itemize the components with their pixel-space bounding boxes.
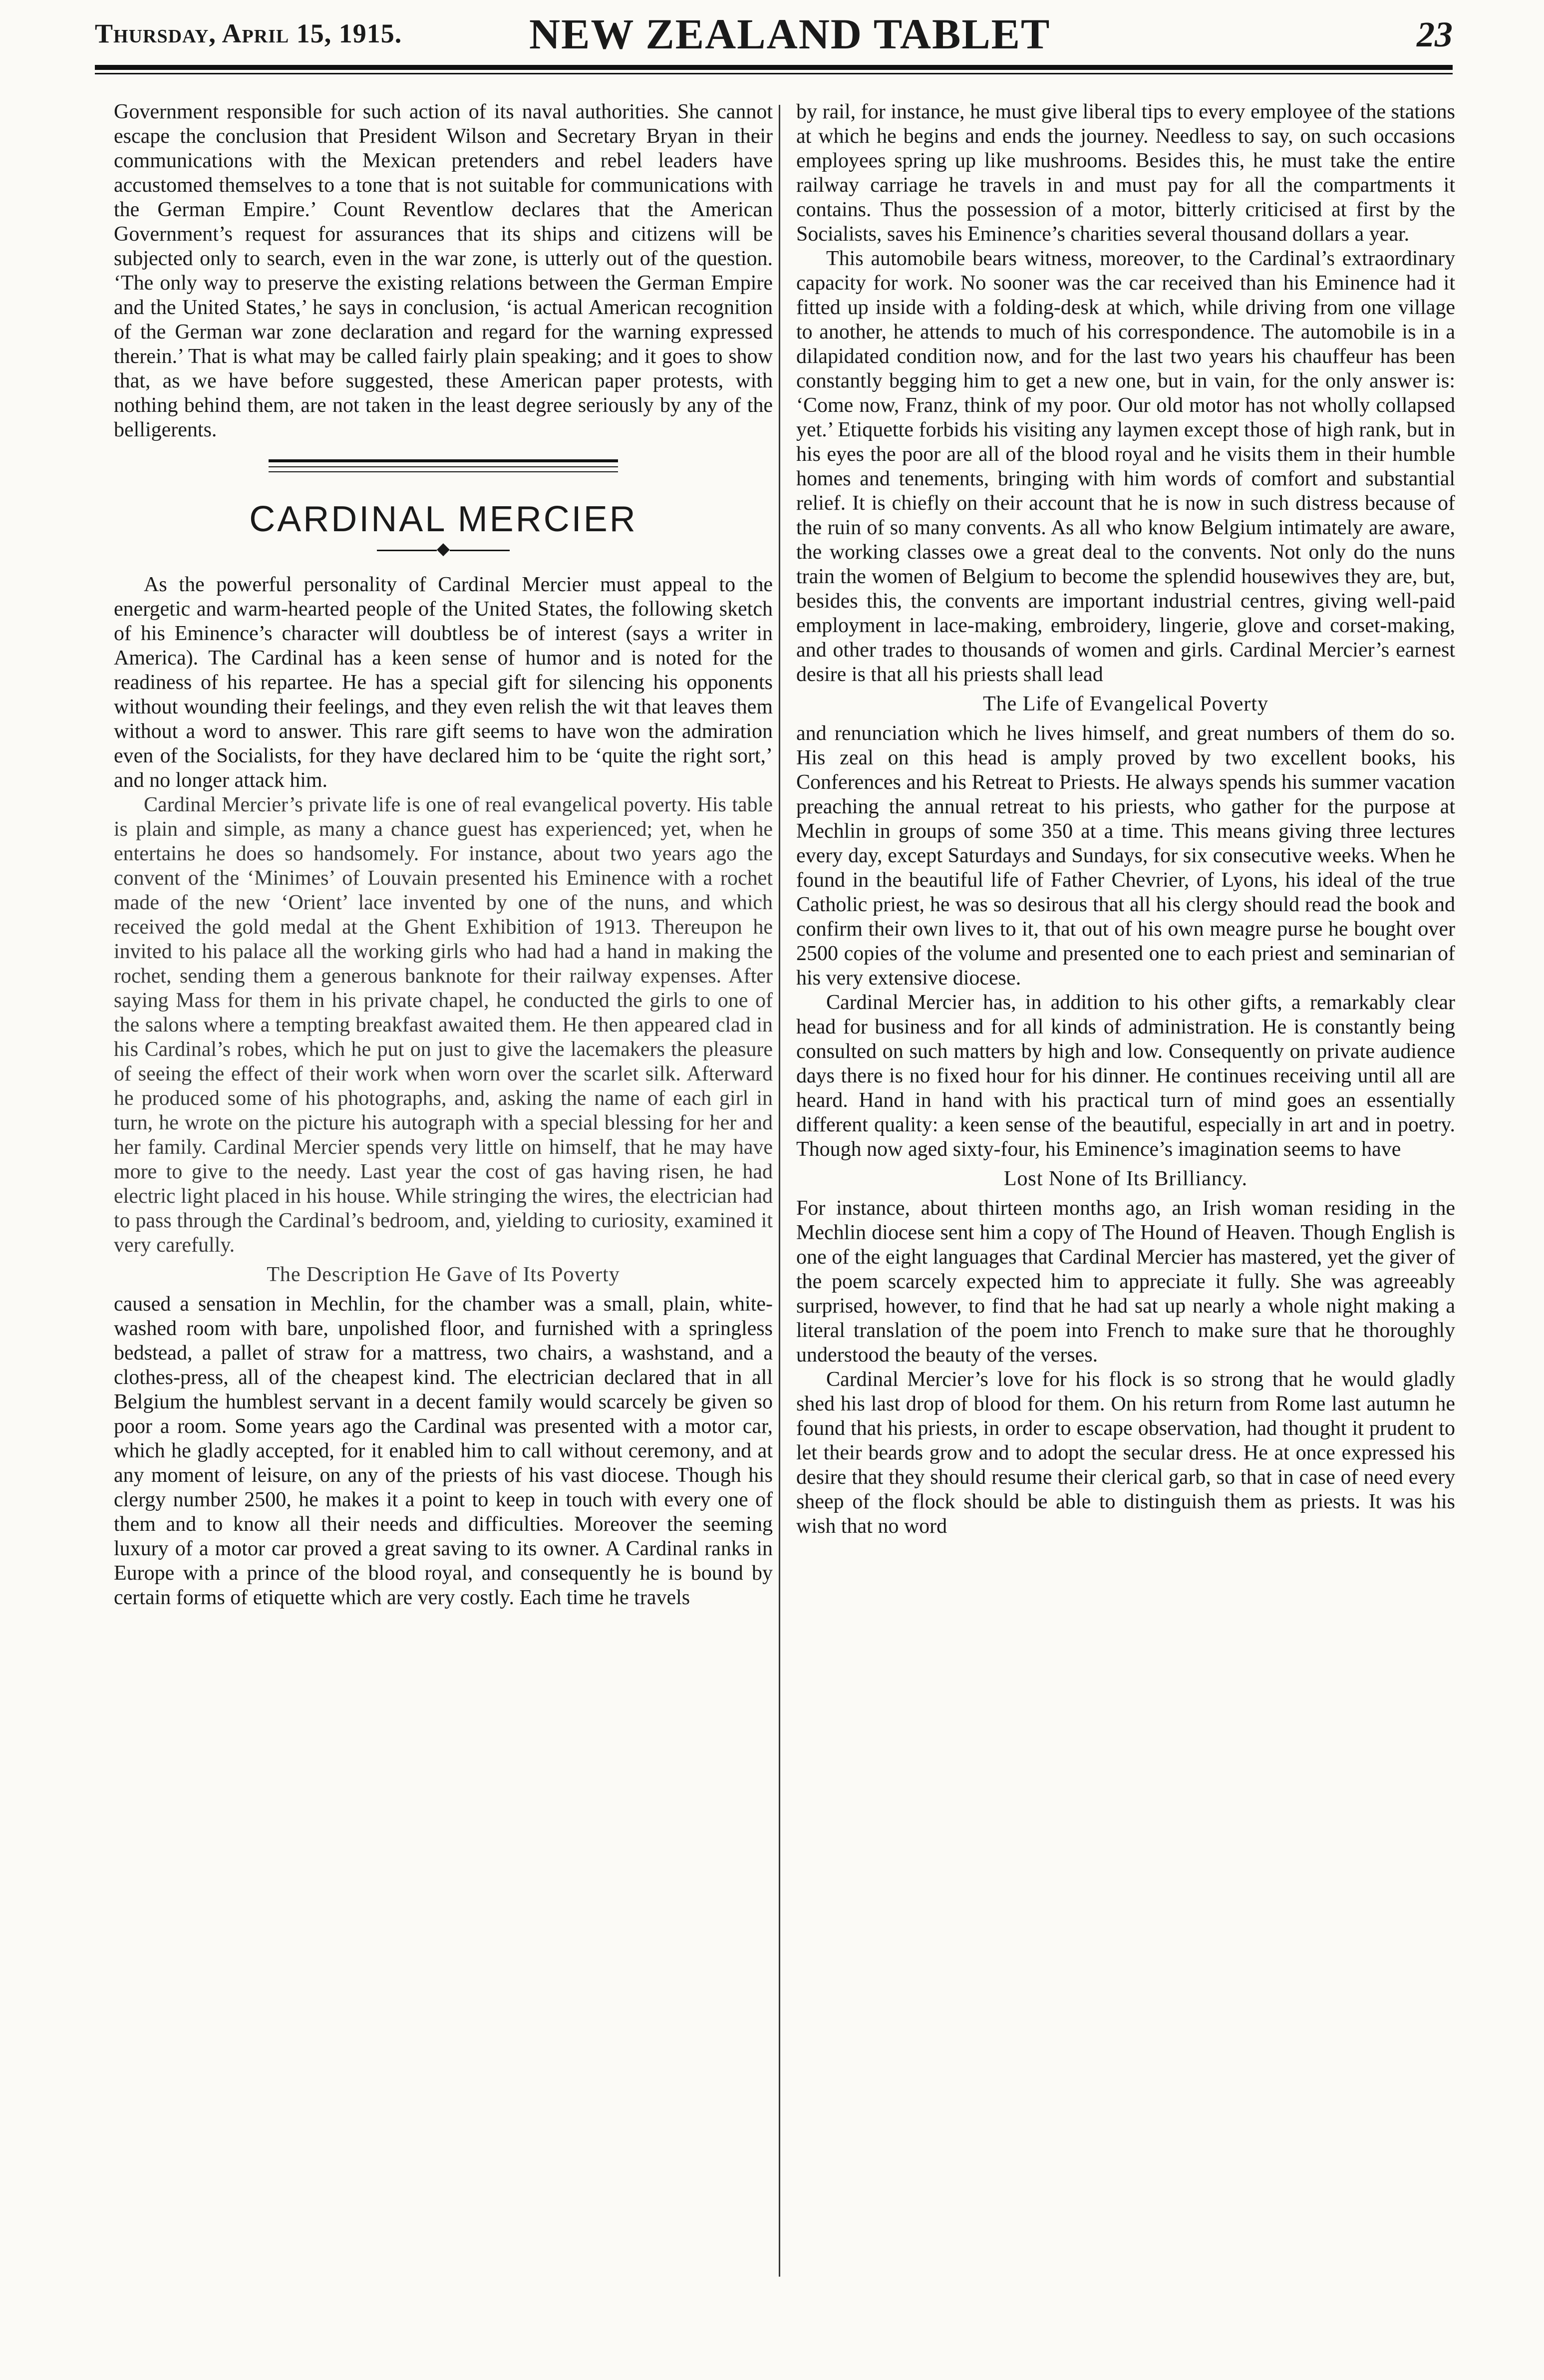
header-rule-thin [95,73,1453,74]
right-column [796,100,1455,1539]
paragraph: and renunciation which he lives himself, and great numbers of them do so. His zeal on this head is amply proved by two excellent books, his Conferences and his Retreat to Priests. He always spends his summer vacation preaching the annual retreat to his priests, who gather for the purpose at Mechlin in groups of some 350 at a time. This means giving three lectures every day, except Saturdays and Sundays, for six consecutive weeks. When he found in the beautiful life of Father Chevrier, of Lyons, his ideal of the true Catholic priest, he was so desirous that all his clergy should read the book and confirm their own lives to it, that out of his own meagre purse he bought over 2500 copies of the volume and presented one to each priest and seminarian of his very extensive diocese. [796,722,1455,990]
header-rule [95,65,1453,70]
paragraph: This automobile bears witness, moreover, to the Cardinal’s extraordinary capacity for work. No sooner was the car received than his Eminence had it fitted up inside with a folding-desk at which, while driving from one village to another, he attends to much of his correspondence. The automobile is in a dilapidated condition now, and for the last two years his chauffeur has been constantly begging him to get a new one, but in vain, for the only answer is: ‘Come now, Franz, think of my poor. Our old motor has not wholly collapsed yet.’ Etiquette forbids his visiting any laymen except those of high rank, but in his eyes the poor are all of the blood royal and he visits them in their humble homes and tenements, bringing with him words of comfort and substantial relief. It is chiefly on their account that he is now in such distress because of the ruin of so many convents. As all who know Belgium intimately are aware, the working classes owe a great deal to the convents. Not only do the nuns train the women of Belgium to become the splendid housewives they are, but, besides this, the convents are important industrial centres, giving well-paid employment in lace-making, embroidery, lingerie, glove and corset-making, and other trades to thousands of women and girls. Cardinal Mercier’s earnest desire is that all his priests shall lead [796,247,1455,686]
paragraph: Government responsible for such action of its naval authorities. She cannot escape the conclusion that President Wilson and Secretary Bryan in their communications with the Mexican pretenders and rebel leaders have accustomed themselves to a tone that is not suitable for communications with the German Empire.’ Count Reventlow declares that the American Government’s request for assurances that its ships and citizens will be subjected only to search, even in the war zone, is utterly out of the question. ‘The only way to preserve the existing relations between the German Empire and the United States,’ he says in conclusion, ‘is actual American recognition of the German war zone declaration and regard for the warning expressed therein.’ That is what may be called fairly plain speaking; and it goes to show that, as we have before suggested, these American paper protests, with nothing behind them, are not taken in the least degree seriously by any of the belligerents. [114,100,773,441]
subheading: The Description He Gave of Its Poverty [267,1263,620,1286]
article-title: CARDINAL MERCIER [249,499,637,539]
masthead [95,7,1453,67]
paragraph: Cardinal Mercier’s private life is one of real evangelical poverty. His table is plain and simple, as many a chance guest has experienced; yet, when he entertains he does so handsomely. For instance, about two years ago the convent of the ‘Minimes’ of Louvain presented his Eminence with a rochet made of the new ‘Orient’ lace invented by one of the nuns, and which received the gold medal at the Ghent Exhibition of 1913. Thereupon he invited to his palace all the working girls who had had a hand in making the rochet, sending them a generous banknote for their railway expenses. After saying Mass for them in his private chapel, he conducted the girls to one of the salons where a tempting breakfast awaited them. He then appeared clad in his Cardinal’s robes, which he put on just to give the lacemakers the pleasure of seeing the effect of their work when worn over the scarlet silk. Afterward he produced some of his photographs, and, asking the name of each girl in turn, he wrote on the picture his autograph with a special blessing for her and her family. Cardinal Mercier spends very little on himself, that he may have more to give to the needy. Last year the cost of gas having risen, he had electric light placed in his house. While stringing the wires, the electrician had to pass through the Cardinal’s bedroom, and, yielding to curiosity, examined it very carefully. [114,793,773,1257]
subheading: The Life of Evangelical Poverty [982,692,1269,715]
section-separator [269,459,618,472]
paragraph: For instance, about thirteen months ago, an Irish woman residing in the Mechlin diocese sent him a copy of The Hound of Heaven. Though English is one of the eight languages that Cardinal Mercier has mastered, yet the giver of the poem scarcely expected him to appreciate it fully. She was agreeably surprised, however, to find that he had sat up nearly a whole night making a literal translation of the poem into French to make sure that he thoroughly understood the beauty of the verses. [796,1197,1455,1366]
paragraph: caused a sensation in Mechlin, for the chamber was a small, plain, white-washed room with bare, unpolished floor, and furnished with a springless bedstead, a pallet of straw for a mattress, two chairs, a washstand, and a clothes-press, all of the cheapest kind. The electrician declared that in all Belgium the humblest servant in a decent family would scarcely be given so poor a room. Some years ago the Cardinal was presented with a motor car, which he gladly accepted, for it enabled him to call without ceremony, and at any moment of leisure, on any of the priests of his vast diocese. Though his clergy number 2500, he makes it a point to keep in touch with every one of them and to know all their needs and difficulties. Moreover the seeming luxury of a motor car proved a great saving to its owner. A Cardinal ranks in Europe with a prince of the blood royal, and consequently he is bound by certain forms of etiquette which are very costly. Each time he travels [114,1293,773,1609]
page-number: 23 [1417,14,1453,54]
subheading: Lost None of Its Brilliancy. [1003,1167,1248,1190]
paragraph: As the powerful personality of Cardinal Mercier must appeal to the energetic and warm-hearted people of the United States, the following sketch of his Eminence’s character will doubtless be of interest (says a writer in America). The Cardinal has a keen sense of humor and is noted for the readiness of his repartee. He has a special gift for silencing his opponents without wounding their feelings, and they even relish the wit that leaves them without a word to answer. This rare gift seems to have won the admiration even of the Socialists, for they have declared him to be ‘quite the right sort,’ and no longer attack him. [114,573,773,792]
paragraph: Cardinal Mercier’s love for his flock is so strong that he would gladly shed his last drop of blood for them. On his return from Rome last autumn he found that his priests, in order to escape observation, had thought it prudent to let their beards grow and to adopt the secular dress. He at once expressed his desire that they should resume their clerical garb, so that in case of need every sheep of the flock should be able to distinguish them as priests. It was his wish that no word [796,1368,1455,1538]
publication-title: NEW ZEALAND TABLET [529,10,1051,58]
issue-date: Thursday, April 15, 1915. [95,18,402,48]
paragraph: by rail, for instance, he must give liberal tips to every employee of the stations at which he begins and ends the journey. Needless to say, on such occasions employees spring up like mushrooms. Besides this, he must take the entire railway carriage he travels in and must pay for all the compartments it contains. Thus the possession of a motor, bitterly criticised at first by the Socialists, saves his Eminence’s charities several thousand dollars a year. [796,100,1455,246]
title-ornament: ◆ [114,541,773,558]
column-divider [779,105,780,2277]
paragraph: Cardinal Mercier has, in addition to his other gifts, a remarkably clear head for business and for all kinds of administration. He is constantly being consulted on such matters by high and low. Consequently on private audience days there is no fixed hour for his dinner. He continues receiving until all are heard. Hand in hand with his practical turn of mind goes an essentially different quality: a keen sense of the beautiful, especially in art and in poetry. Though now aged sixty-four, his Eminence’s imagination seems to have [796,991,1455,1161]
left-column [114,100,773,1610]
